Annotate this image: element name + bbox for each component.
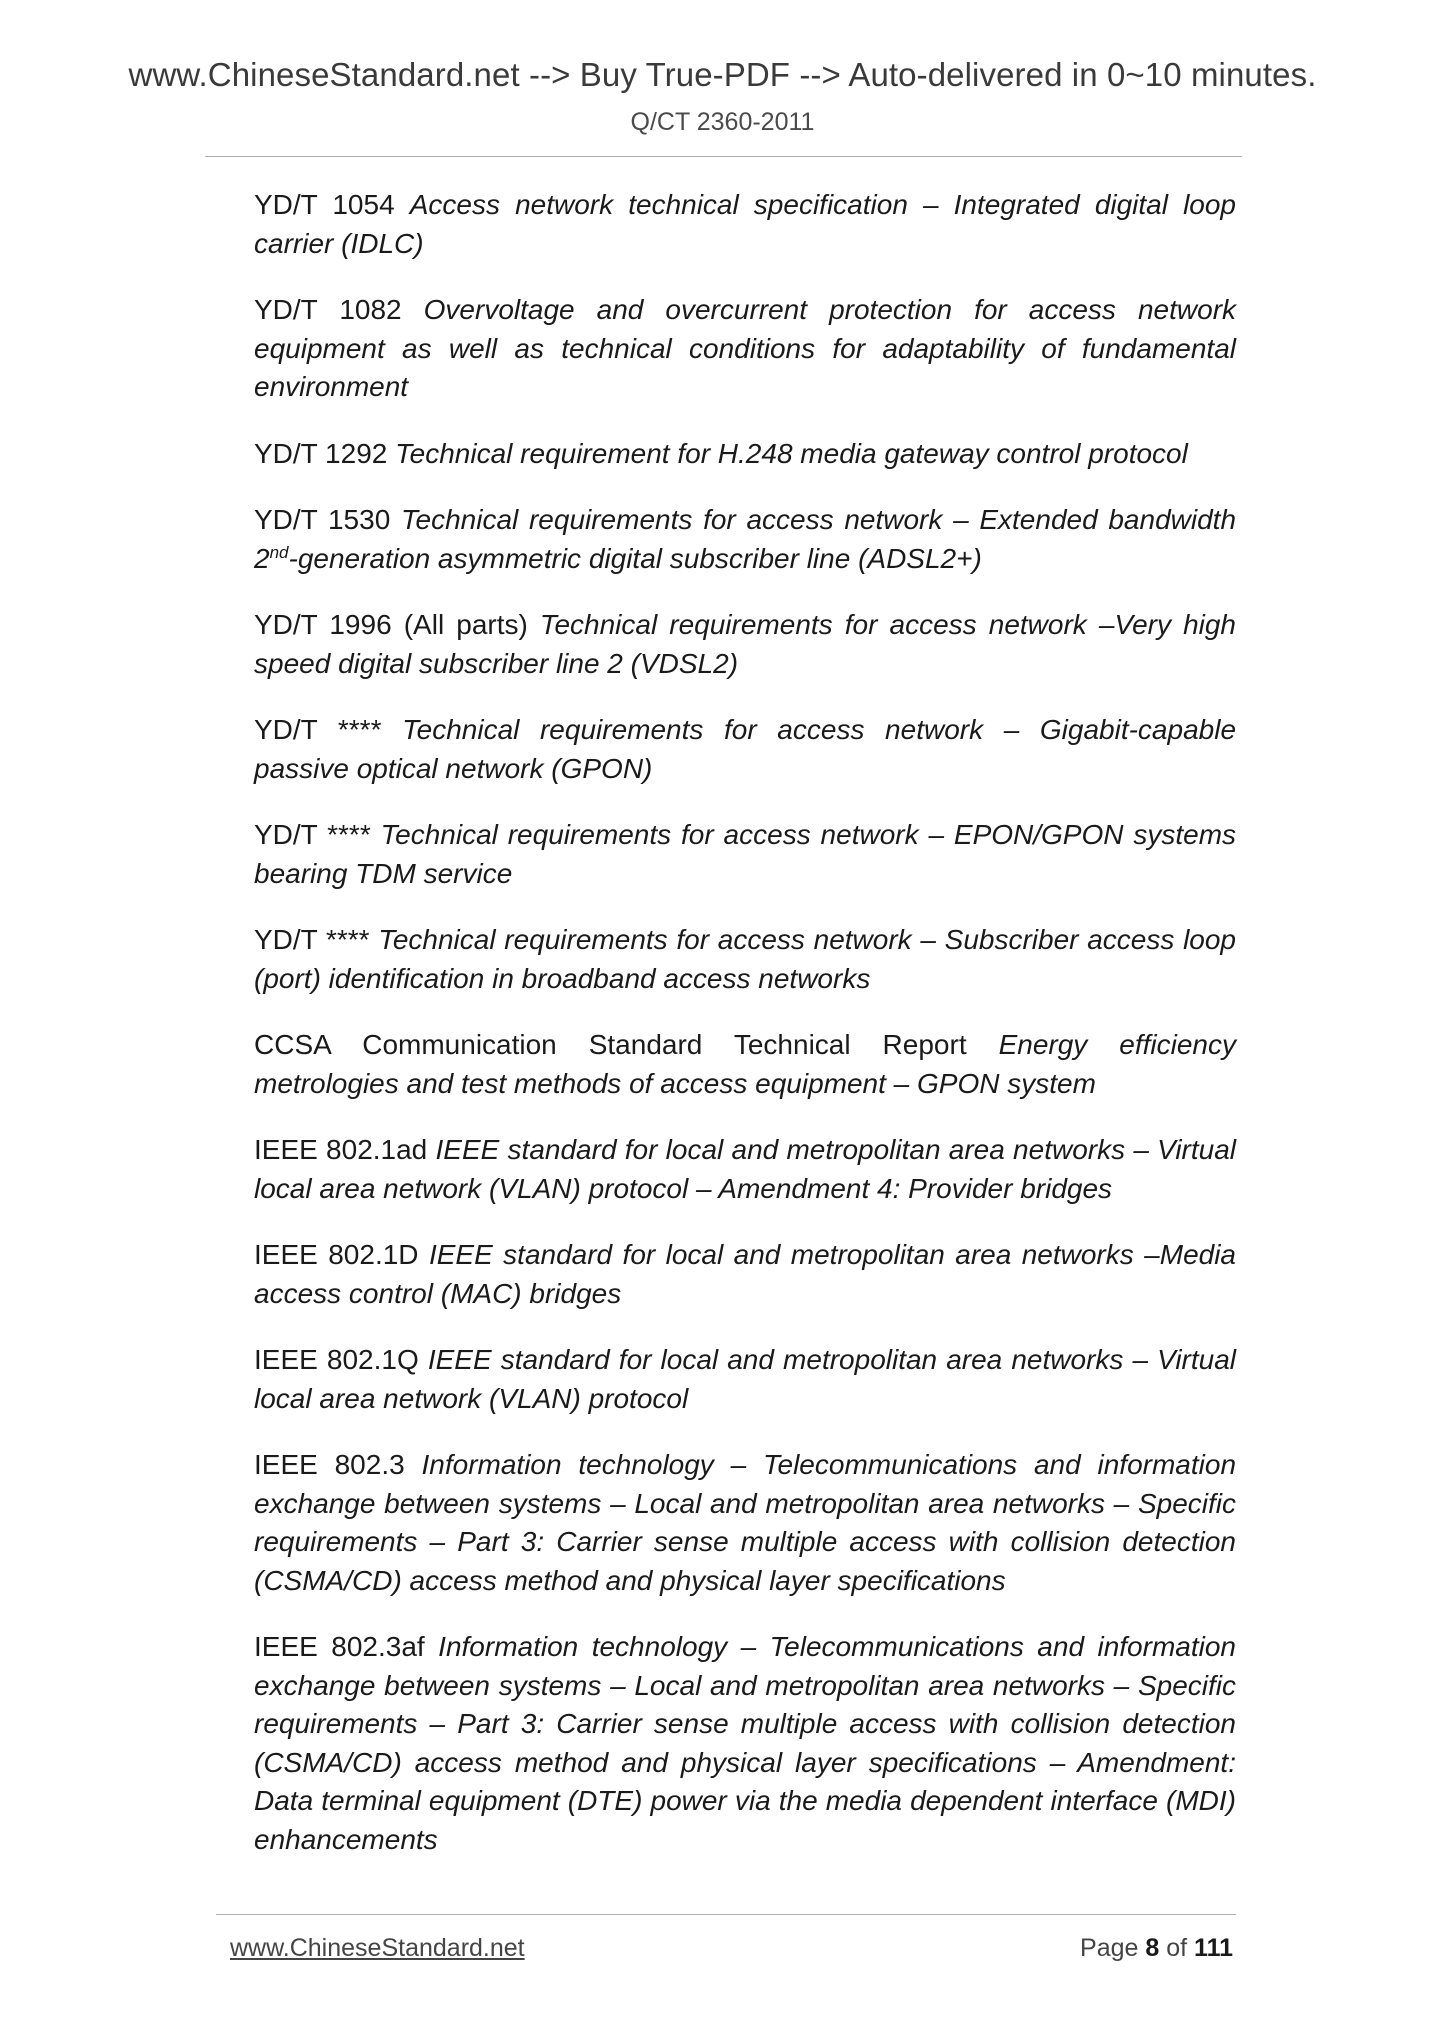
reference-item xyxy=(254,921,1236,998)
reference-title xyxy=(254,504,1236,574)
reference-title: Technical requirements for access network –Very high speed digital subscriber line 2 (VDSL2) xyxy=(254,609,1236,679)
reference-title: IEEE standard for local and metropolitan area networks –Media access control (MAC) bridges xyxy=(254,1239,1237,1309)
reference-item xyxy=(254,291,1236,407)
reference-title-part: -generation asymmetric digital subscriber line (ADSL2+) xyxy=(288,542,982,574)
page-of: of xyxy=(1166,1934,1188,1962)
reference-title: Information technology – Telecommunications and information exchange between systems – Local and metropolitan area networks – Specific requirements – Part 3: Carrier sense multiple access with collision detection (CSMA/CD) access method and physical layer specifications xyxy=(254,1449,1237,1596)
reference-item xyxy=(254,186,1236,263)
reference-code: IEEE 802.3 xyxy=(254,1449,405,1480)
reference-code: YD/T 1996 (All parts) xyxy=(254,609,528,640)
reference-item xyxy=(254,1446,1236,1600)
reference-title: Technical requirements for access network – Subscriber access loop (port) identification in broadband access networks xyxy=(254,924,1237,994)
reference-code: IEEE 802.1Q xyxy=(254,1344,419,1375)
reference-title: IEEE standard for local and metropolitan area networks – Virtual local area network (VLAN) protocol – Amendment 4: Provider bridges xyxy=(254,1134,1237,1204)
footer-divider xyxy=(216,1914,1236,1915)
reference-item xyxy=(254,1236,1236,1313)
header-divider xyxy=(205,156,1242,157)
reference-title-part: Technical requirements for access network – Extended bandwidth 2 xyxy=(254,504,1237,574)
reference-item xyxy=(254,1628,1236,1859)
reference-item xyxy=(254,501,1236,578)
reference-code: YD/T 1054 xyxy=(254,189,395,220)
reference-title: Technical requirements for access network – EPON/GPON systems bearing TDM service xyxy=(254,819,1237,889)
reference-title: Access network technical specification – Integrated digital loop carrier (IDLC) xyxy=(254,189,1237,259)
reference-code: IEEE 802.1D xyxy=(254,1239,419,1270)
page-prefix: Page xyxy=(1080,1934,1139,1962)
reference-code: CCSA Communication Standard Technical Report xyxy=(254,1029,967,1060)
reference-title: Information technology – Telecommunications and information exchange between systems – Local and metropolitan area networks – Specific requirements – Part 3: Carrier sense multiple access with collision detection (CSMA/CD) access method and physical layer specifications – Amendment: Data terminal equipment (DTE) power via the media dependent interface (MDI) enhancements xyxy=(254,1631,1236,1855)
reference-code: YD/T 1082 xyxy=(254,294,402,325)
reference-title: IEEE standard for local and metropolitan area networks – Virtual local area network (VLAN) protocol xyxy=(254,1344,1237,1414)
reference-title: Energy efficiency metrologies and test methods of access equipment – GPON system xyxy=(254,1029,1237,1099)
reference-item xyxy=(254,606,1236,683)
reference-title: Technical requirements for access network – Gigabit-capable passive optical network (GPON) xyxy=(254,714,1237,784)
reference-item xyxy=(254,711,1236,788)
reference-item xyxy=(254,1026,1236,1103)
reference-list xyxy=(254,186,1236,1887)
header-banner-link[interactable]: www.ChineseStandard.net --> Buy True-PDF --> Auto-delivered in 0~10 minutes. xyxy=(128,56,1317,93)
footer-site-link[interactable]: www.ChineseStandard.net xyxy=(230,1934,525,1962)
reference-code: YD/T **** xyxy=(254,819,371,850)
reference-item xyxy=(254,1341,1236,1418)
page-indicator xyxy=(1080,1934,1233,1963)
page-current: 8 xyxy=(1145,1934,1160,1962)
reference-code: YD/T **** xyxy=(254,924,370,955)
document-code: Q/CT 2360-2011 xyxy=(630,108,815,136)
reference-title: Technical requirement for H.248 media gateway control protocol xyxy=(395,437,1188,469)
reference-title: Overvoltage and overcurrent protection for access network equipment as well as technical conditions for adaptability of fundamental environment xyxy=(254,294,1237,402)
reference-code: YD/T **** xyxy=(254,714,382,745)
reference-item xyxy=(254,435,1236,474)
reference-code: YD/T 1292 xyxy=(254,437,388,469)
reference-code: IEEE 802.3af xyxy=(254,1631,425,1662)
page-total: 111 xyxy=(1194,1934,1233,1962)
ordinal-superscript: nd xyxy=(269,542,289,562)
reference-code: YD/T 1530 xyxy=(254,504,391,535)
reference-item xyxy=(254,1131,1236,1208)
reference-code: IEEE 802.1ad xyxy=(254,1134,428,1165)
reference-item xyxy=(254,816,1236,893)
